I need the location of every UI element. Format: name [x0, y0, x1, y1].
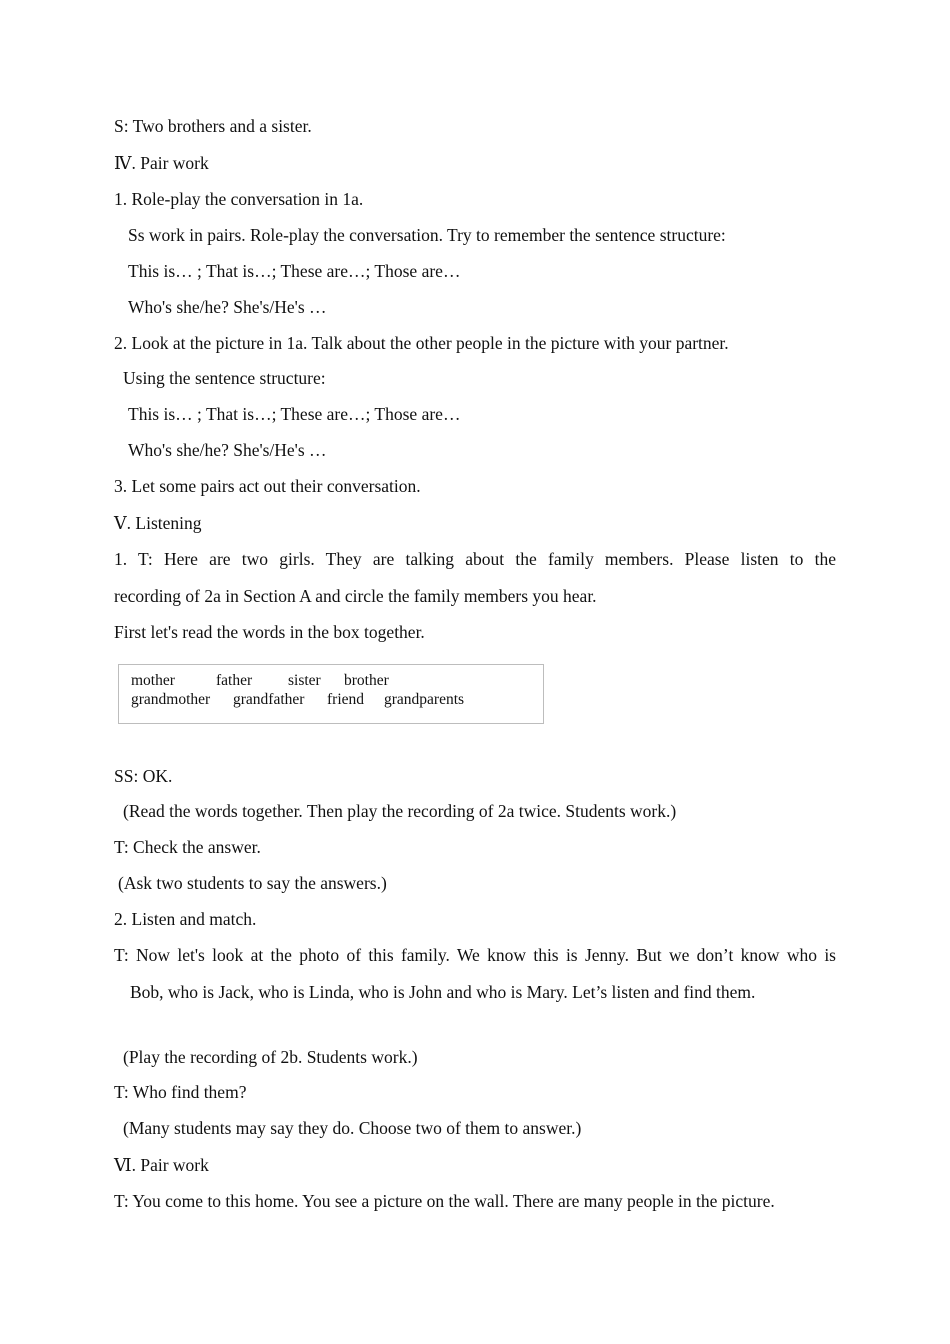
section-heading-pair-work: Ⅳ. Pair work: [114, 153, 209, 173]
step-item: 3. Let some pairs act out their conversation.: [114, 476, 421, 496]
word-item: grandparents: [384, 691, 465, 708]
sentence-structure: Who's she/he? She's/He's …: [128, 440, 327, 460]
word-item: grandmother: [131, 691, 211, 708]
instruction-line: Using the sentence structure:: [123, 368, 326, 388]
section-heading-listening: Ⅴ. Listening: [114, 513, 202, 533]
sentence-structure: This is… ; That is…; These are…; Those are…: [128, 404, 461, 424]
dialogue-line: T: Check the answer.: [114, 837, 261, 857]
instruction-line: Ss work in pairs. Role-play the conversation. Try to remember the sentence structure:: [128, 225, 726, 245]
word-box-row: [131, 672, 389, 690]
stage-direction: (Many students may say they do. Choose two of them to answer.): [123, 1118, 582, 1138]
word-item: mother: [131, 672, 175, 689]
word-item: father: [216, 672, 253, 689]
stage-direction: (Play the recording of 2b. Students work.): [123, 1047, 418, 1067]
word-item: friend: [327, 691, 365, 708]
step-item-continued: recording of 2a in Section A and circle the family members you hear.: [114, 586, 597, 606]
word-item: sister: [288, 672, 321, 689]
sentence-structure: This is… ; That is…; These are…; Those are…: [128, 261, 461, 281]
stage-direction: (Ask two students to say the answers.): [118, 873, 387, 893]
dialogue-line-continued: Bob, who is Jack, who is Linda, who is John and who is Mary. Let’s listen and find them.: [130, 982, 756, 1002]
word-box-row: [131, 691, 464, 709]
section-heading-pair-work: Ⅵ. Pair work: [114, 1155, 209, 1175]
dialogue-line: S: Two brothers and a sister.: [114, 116, 312, 136]
dialogue-line: T: You come to this home. You see a picture on the wall. There are many people in the picture.: [114, 1191, 775, 1211]
dialogue-line: T: Now let's look at the photo of this family. We know this is Jenny. But we don’t know who is: [114, 945, 836, 965]
step-item: 1. Role-play the conversation in 1a.: [114, 189, 364, 209]
step-item: 2. Listen and match.: [114, 909, 257, 929]
stage-direction: (Read the words together. Then play the recording of 2a twice. Students work.): [123, 801, 677, 821]
word-item: brother: [344, 672, 389, 689]
dialogue-line: T: Who find them?: [114, 1082, 247, 1102]
sentence-structure: Who's she/he? She's/He's …: [128, 297, 327, 317]
word-item: grandfather: [233, 691, 305, 708]
dialogue-line: SS: OK.: [114, 766, 173, 786]
step-item: 2. Look at the picture in 1a. Talk about the other people in the picture with your partner.: [114, 333, 729, 353]
instruction-line: First let's read the words in the box together.: [114, 622, 425, 642]
word-box: [118, 664, 544, 724]
step-item: 1. T: Here are two girls. They are talking about the family members. Please listen to the: [114, 549, 836, 569]
